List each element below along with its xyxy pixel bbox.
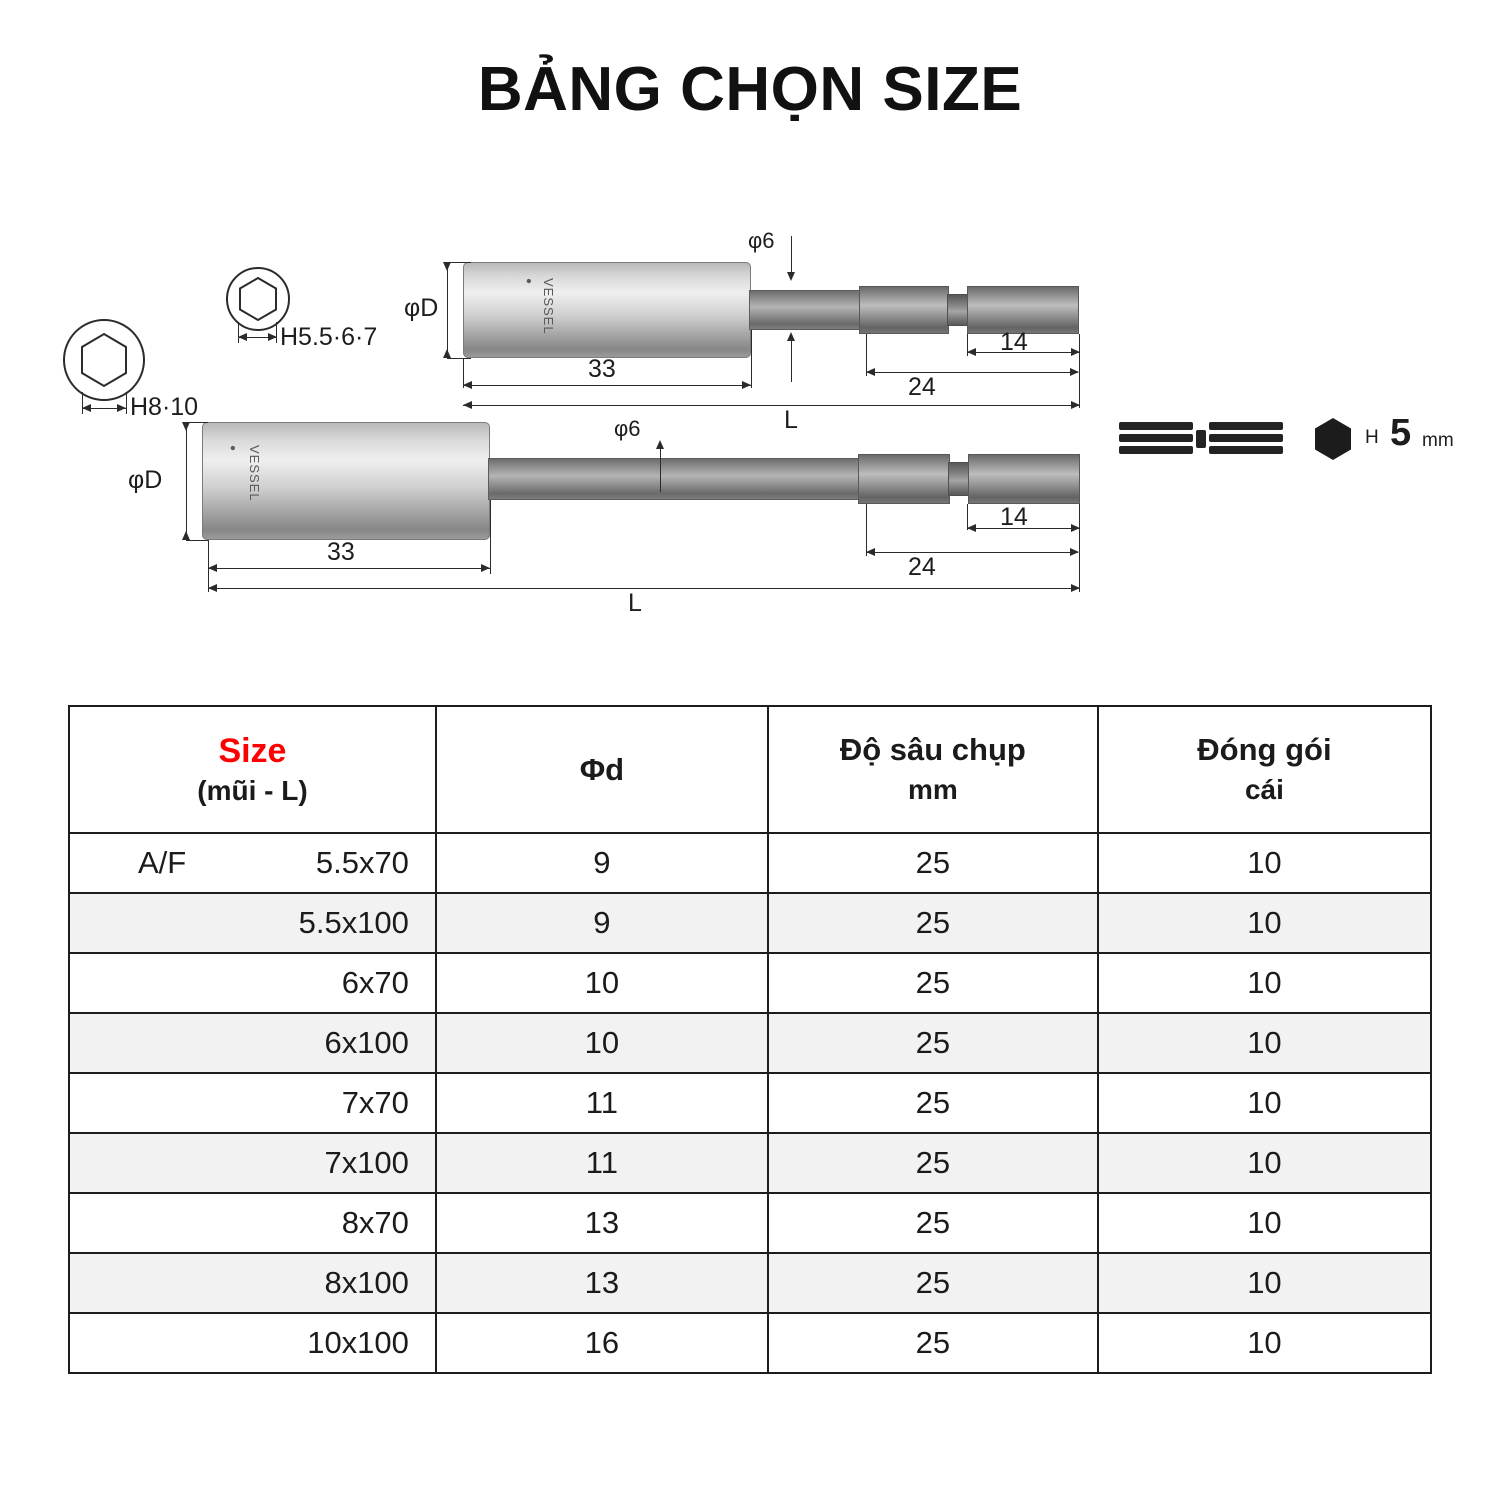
dim-L-bottom: L [628, 589, 642, 617]
header-size-word: Size [218, 732, 287, 771]
cell-size-value: 5.5x100 [298, 905, 409, 940]
dim-24-top: 24 [908, 373, 936, 401]
cell-phid: 11 [436, 1133, 768, 1193]
hex-shank-top-2 [967, 286, 1079, 334]
dim-L-top: L [784, 406, 798, 434]
cell-size-value: 8x100 [324, 1265, 409, 1300]
cell-size-value: 8x70 [341, 1205, 409, 1240]
socket-sleeve-top [463, 262, 751, 358]
shaft-bottom [488, 458, 860, 500]
cell-phid: 13 [436, 1193, 768, 1253]
dim-14-top: 14 [1000, 328, 1028, 356]
header-pack-line2: cái [1244, 773, 1284, 805]
bit-note-unit: mm [1422, 430, 1454, 451]
header-pack [1098, 706, 1431, 833]
dim-phid-bottom: φD [128, 466, 163, 494]
cell-depth: 25 [768, 1253, 1098, 1313]
cell-pack: 10 [1098, 1073, 1431, 1133]
cell-size-value: 5.5x70 [315, 845, 409, 880]
dim-phid-top: φD [404, 294, 439, 322]
cell-size [69, 1193, 436, 1253]
cell-size-value: 7x100 [324, 1145, 409, 1180]
shaft-top [749, 290, 861, 330]
dim-phi6-bottom: φ6 [614, 416, 641, 441]
cell-pack: 10 [1098, 1133, 1431, 1193]
cell-pack: 10 [1098, 953, 1431, 1013]
cell-size [69, 833, 436, 893]
hex-shank-top-1 [859, 286, 949, 334]
table-row [69, 1313, 1431, 1373]
dim-33-bottom: 33 [327, 538, 355, 566]
cell-size [69, 1133, 436, 1193]
size-selection-table [68, 705, 1432, 1374]
header-pack-line1: Đóng gói [1197, 732, 1332, 768]
cell-depth: 25 [768, 1313, 1098, 1373]
cell-depth: 25 [768, 1073, 1098, 1133]
table-row [69, 1013, 1431, 1073]
header-depth [768, 706, 1098, 833]
socket-sleeve-bottom [202, 422, 490, 540]
cell-depth: 25 [768, 953, 1098, 1013]
hex-socket-icon-h8-10 [62, 318, 146, 402]
cell-size [69, 1253, 436, 1313]
dim-14-bottom: 14 [1000, 503, 1028, 531]
header-depth-line1: Độ sâu chụp [839, 732, 1026, 768]
cell-phid: 11 [436, 1073, 768, 1133]
cell-depth: 25 [768, 893, 1098, 953]
cell-size [69, 1313, 436, 1373]
cell-depth: 25 [768, 1133, 1098, 1193]
table-row [69, 953, 1431, 1013]
page-title: BẢNG CHỌN SIZE [477, 55, 1023, 124]
cell-pack: 10 [1098, 833, 1431, 893]
hex-solid-icon [1312, 416, 1354, 462]
hex-shank-bottom-1 [858, 454, 950, 504]
dim-33-top: 33 [588, 355, 616, 383]
cell-pack: 10 [1098, 1013, 1431, 1073]
cell-pack: 10 [1098, 1193, 1431, 1253]
dim-phi6-top: φ6 [748, 228, 775, 253]
cell-size [69, 893, 436, 953]
table-row [69, 1073, 1431, 1133]
cell-phid: 16 [436, 1313, 768, 1373]
cell-size-value: 6x70 [341, 965, 409, 1000]
cell-size-value: 7x70 [341, 1085, 409, 1120]
cell-phid: 10 [436, 1013, 768, 1073]
header-size-sub: (mũi - L) [197, 774, 308, 806]
hex-shank-bottom-2 [968, 454, 1080, 504]
brand-code-top: ● [523, 278, 534, 286]
table-row [69, 1193, 1431, 1253]
table-row [69, 1253, 1431, 1313]
shank-notch-top [947, 294, 969, 326]
table-row [69, 893, 1431, 953]
brand-mark-bottom: VESSEL [247, 445, 262, 502]
header-depth-line2: mm [907, 773, 958, 805]
table-row [69, 833, 1431, 893]
header-size [69, 706, 436, 833]
cell-size-value: 6x100 [324, 1025, 409, 1060]
cell-phid: 9 [436, 893, 768, 953]
cell-pack: 10 [1098, 1313, 1431, 1373]
table-row [69, 1133, 1431, 1193]
cell-phid: 9 [436, 833, 768, 893]
cell-depth: 25 [768, 1013, 1098, 1073]
shank-notch-bottom [948, 462, 970, 496]
hex-label-h8-10: H8·10 [130, 393, 199, 421]
technical-drawing [0, 200, 1500, 680]
cell-pack: 10 [1098, 893, 1431, 953]
table-header-row [69, 706, 1431, 833]
cell-size-prefix: A/F [138, 845, 187, 880]
cell-size [69, 953, 436, 1013]
cell-phid: 10 [436, 953, 768, 1013]
cell-pack: 10 [1098, 1253, 1431, 1313]
bit-note-h: H [1365, 427, 1379, 448]
cell-size [69, 1013, 436, 1073]
cell-size [69, 1073, 436, 1133]
bit-note-value: 5 [1390, 412, 1412, 454]
cell-phid: 13 [436, 1253, 768, 1313]
header-phid: Φd [436, 706, 768, 833]
hex-label-h55-6-7: H5.5·6·7 [280, 323, 378, 351]
dim-24-bottom: 24 [908, 553, 936, 581]
brand-code-bottom: ● [227, 445, 238, 453]
cell-depth: 25 [768, 1193, 1098, 1253]
cell-size-value: 10x100 [307, 1325, 409, 1360]
brand-mark-top: VESSEL [541, 278, 556, 335]
cell-depth: 25 [768, 833, 1098, 893]
